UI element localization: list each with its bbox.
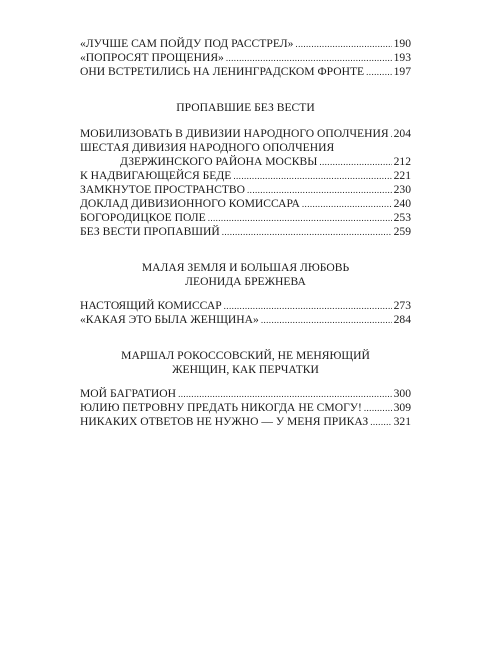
- toc-entry-title: «ПОПРОСЯТ ПРОЩЕНИЯ»: [80, 51, 224, 64]
- section-heading-line2: ЛЕОНИДА БРЕЖНЕВА: [185, 275, 306, 288]
- dot-leader: [224, 299, 392, 313]
- dot-leader: [247, 183, 392, 197]
- spacer: [80, 289, 411, 299]
- dot-leader: [319, 155, 391, 169]
- dot-leader: [226, 51, 392, 65]
- dot-leader: [222, 225, 392, 239]
- toc-entry-page: 284: [393, 313, 411, 326]
- toc-entry[interactable]: [80, 415, 411, 429]
- toc-entry-page: 300: [393, 387, 411, 400]
- toc-entry-title: ДОКЛАД ДИВИЗИОННОГО КОМИССАРА: [80, 197, 300, 210]
- toc-entry[interactable]: [80, 197, 411, 211]
- section-heading-line1: МАЛАЯ ЗЕМЛЯ И БОЛЬШАЯ ЛЮБОВЬ: [141, 261, 350, 274]
- toc-entry[interactable]: [80, 127, 411, 141]
- toc-entry-title: ЗАМКНУТОЕ ПРОСТРАНСТВО: [80, 183, 246, 196]
- dot-leader: [391, 127, 392, 141]
- toc-entry-title: МОЙ БАГРАТИОН: [80, 387, 177, 400]
- toc-entry-page: 321: [393, 415, 411, 428]
- section-heading-text: ПРОПАВШИЕ БЕЗ ВЕСТИ: [176, 101, 315, 114]
- dot-leader: [364, 401, 392, 415]
- dot-leader: [233, 169, 391, 183]
- toc-entry[interactable]: [80, 65, 411, 79]
- toc-entry-page: 309: [393, 401, 411, 414]
- toc-entry-page: 253: [393, 211, 411, 224]
- toc-entry[interactable]: [80, 401, 411, 415]
- toc-entry-page: 230: [393, 183, 411, 196]
- toc-entry-title-line1: ШЕСТАЯ ДИВИЗИЯ НАРОДНОГО ОПОЛЧЕНИЯ: [80, 141, 335, 154]
- dot-leader: [178, 387, 392, 401]
- section-heading: [80, 101, 411, 115]
- toc-entry[interactable]: [80, 183, 411, 197]
- toc-entry-title: НИКАКИХ ОТВЕТОВ НЕ НУЖНО — У МЕНЯ ПРИКАЗ: [80, 415, 369, 428]
- spacer: [80, 377, 411, 387]
- toc-entry-title: «ЛУЧШЕ САМ ПОЙДУ ПОД РАССТРЕЛ»: [80, 37, 294, 50]
- toc-entry-page: 240: [393, 197, 411, 210]
- toc-entry-title: ЮЛИЮ ПЕТРОВНУ ПРЕДАТЬ НИКОГДА НЕ СМОГУ!: [80, 401, 362, 414]
- spacer: [80, 115, 411, 127]
- toc-entry-page: 193: [393, 51, 411, 64]
- toc-entry[interactable]: [80, 141, 411, 169]
- toc-entry-page: 221: [393, 169, 411, 182]
- dot-leader: [208, 211, 392, 225]
- dot-leader: [295, 37, 391, 51]
- toc-entry-title: МОБИЛИЗОВАТЬ В ДИВИЗИИ НАРОДНОГО ОПОЛЧЕНИЯ: [80, 127, 389, 140]
- toc-entry-page: 190: [393, 37, 411, 50]
- spacer: [80, 327, 411, 349]
- section-heading: [80, 349, 411, 377]
- toc-entry-title: К НАДВИГАЮЩЕЙСЯ БЕДЕ: [80, 169, 232, 182]
- toc-entry-page: 212: [393, 155, 411, 168]
- toc-entry[interactable]: [80, 299, 411, 313]
- toc-entry[interactable]: [80, 225, 411, 239]
- toc-entry-page: 197: [393, 65, 411, 78]
- section-heading-line2: ЖЕНЩИН, КАК ПЕРЧАТКИ: [172, 363, 319, 376]
- toc-entry[interactable]: [80, 387, 411, 401]
- section-heading: [80, 261, 411, 289]
- toc-entry-title-line2: ДЗЕРЖИНСКОГО РАЙОНА МОСКВЫ: [120, 155, 318, 168]
- dot-leader: [261, 313, 392, 327]
- toc-entry-title: БЕЗ ВЕСТИ ПРОПАВШИЙ: [80, 225, 220, 238]
- toc-entry[interactable]: [80, 37, 411, 51]
- toc-entry[interactable]: [80, 313, 411, 327]
- dot-leader: [366, 65, 391, 79]
- spacer: [80, 79, 411, 101]
- toc-entry-title: «КАКАЯ ЭТО БЫЛА ЖЕНЩИНА»: [80, 313, 259, 326]
- toc-entry[interactable]: [80, 51, 411, 65]
- toc-entry-title: НАСТОЯЩИЙ КОМИССАР: [80, 299, 222, 312]
- toc-entry-page: 273: [393, 299, 411, 312]
- toc-entry-page: 204: [393, 127, 411, 140]
- section-heading-line1: МАРШАЛ РОКОССОВСКИЙ, НЕ МЕНЯЮЩИЙ: [121, 349, 370, 362]
- dot-leader: [302, 197, 392, 211]
- toc-entry-title: БОГОРОДИЦКОЕ ПОЛЕ: [80, 211, 206, 224]
- toc-entry[interactable]: [80, 169, 411, 183]
- toc-entry-page: 259: [393, 225, 411, 238]
- spacer: [80, 239, 411, 261]
- table-of-contents: [80, 37, 411, 429]
- toc-entry-title: ОНИ ВСТРЕТИЛИСЬ НА ЛЕНИНГРАДСКОМ ФРОНТЕ: [80, 65, 365, 78]
- toc-entry[interactable]: [80, 211, 411, 225]
- dot-leader: [370, 415, 391, 429]
